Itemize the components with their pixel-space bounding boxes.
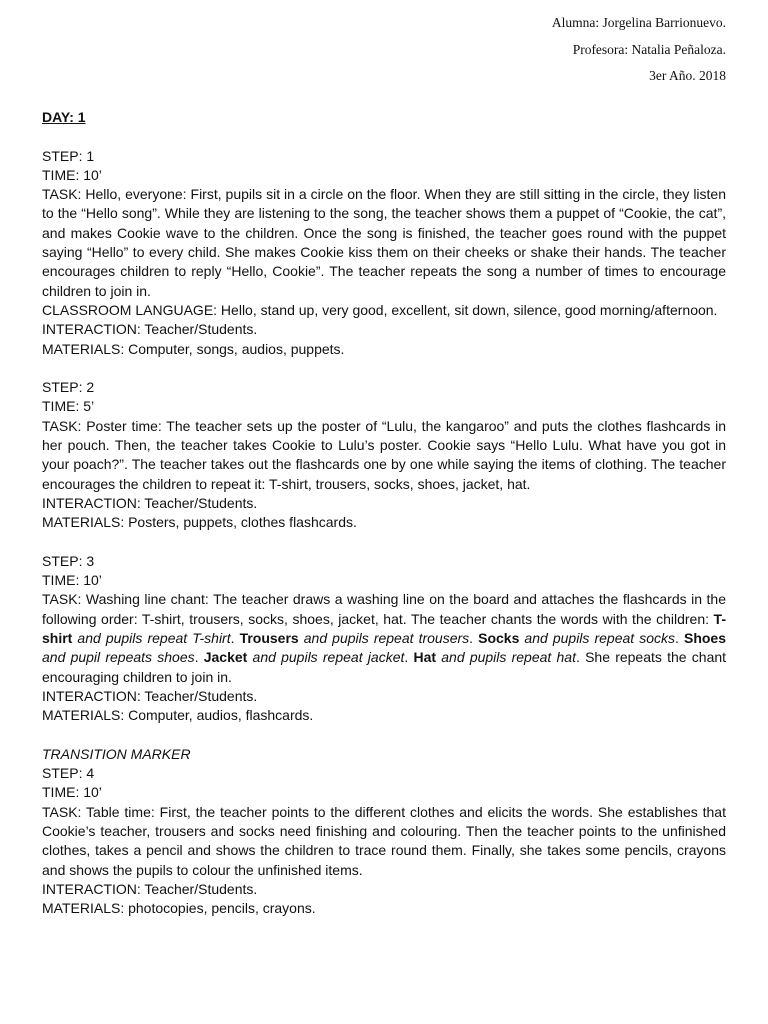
task-text: . [675,630,684,647]
step-time: TIME: 10’ [42,166,102,183]
teacher-name: Profesora: Natalia Peñaloza. [572,41,726,57]
task-word-bold: T-shirt [42,610,726,647]
step-interaction: INTERACTION: Teacher/Students. [42,321,258,338]
lesson-plan [42,108,726,938]
step-task: TASK: Poster time: The teacher sets up the poster of “Lulu, the kangaroo” and puts the clothes flashcards in her pouch. Then, the teacher takes Cookie to Lulu’s poster. Cookie says “Hello Lulu. What have you got in your poach?”. The teacher takes out the flashcards one by one while saying the items of clothing. The teacher encourages the children to repeat it: T-shirt, trousers, socks, shoes, jacket, hat. [42,417,726,492]
step-3 [42,552,726,726]
task-repeat-italic: and pupils repeat socks [519,630,676,647]
step-interaction: INTERACTION: Teacher/Students. [42,687,258,704]
task-text: . She repeats the chant encouraging children to join in. [42,649,727,685]
task-repeat-italic: and pupils repeat jacket [247,649,405,666]
task-text: . [194,649,204,666]
step-number: STEP: 4 [42,765,95,782]
step-materials: MATERIALS: Computer, audios, flashcards. [42,707,314,724]
step-materials: MATERIALS: photocopies, pencils, crayons. [42,900,316,917]
step-classroom-language: CLASSROOM LANGUAGE: Hello, stand up, very good, excellent, sit down, silence, good morning/afternoon. [42,301,718,318]
step-4 [42,745,726,919]
task-word-bold: Shoes [683,630,726,647]
task-text: . [404,649,414,666]
task-repeat-italic: and pupils repeat hat [436,649,576,666]
step-number: STEP: 3 [42,552,95,569]
task-repeat-italic: and pupils repeat trousers [298,630,470,647]
step-task: TASK: Table time: First, the teacher points to the different clothes and elicits the words. She establishes that Cookie’s teacher, trousers and socks need finishing and colouring. Then the teacher points to the unfinished clothes, takes a pencil and shows the children to trace round them. Finally, she takes some pencils, crayons and shows the pupils to colour the unfinished items. [42,803,726,878]
task-word-bold: Trousers [239,630,299,647]
task-text: . [230,630,240,647]
step-interaction: INTERACTION: Teacher/Students. [42,494,258,511]
step-1 [42,147,726,359]
task-word-bold: Socks [478,630,520,647]
step-task [42,590,726,686]
task-word-bold: Jacket [203,649,248,666]
task-repeat-italic: and pupils repeat T-shirt [72,630,231,647]
step-task: TASK: Hello, everyone: First, pupils sit in a circle on the floor. When they are still sitting in the circle, they listen to the “Hello song”. While they are listening to the song, the teacher shows them a puppet of “Cookie, the cat”, and makes Cookie wave to the children. Once the song is finished, the teacher goes round with the puppet saying “Hello” to every child. She makes Cookie kiss them on their cheeks or shake their hands. The teacher encourages children to reply “Hello, Cookie”. The teacher repeats the song a number of times to encourage children to join in. [42,186,726,299]
step-interaction: INTERACTION: Teacher/Students. [42,880,258,897]
task-repeat-italic: and pupil repeats shoes [42,649,195,666]
document-header [552,10,726,90]
step-time: TIME: 10’ [42,784,102,801]
task-text: TASK: Washing line chant: The teacher draws a washing line on the board and attaches the flashcards in the following order: T-shirt, trousers, socks, shoes, jacket, hat. The teacher chants the words with the children: [42,591,726,627]
step-number: STEP: 2 [42,379,95,396]
step-materials: MATERIALS: Posters, puppets, clothes flashcards. [42,514,357,531]
task-word-bold: Hat [413,649,437,666]
school-year: 3er Año. 2018 [649,68,726,83]
transition-marker: TRANSITION MARKER [42,745,191,762]
step-time: TIME: 5’ [42,398,95,415]
task-text: . [469,630,479,647]
step-materials: MATERIALS: Computer, songs, audios, puppets. [42,340,345,357]
step-number: STEP: 1 [42,147,95,164]
step-time: TIME: 10’ [42,572,102,589]
day-title: DAY: 1 [42,109,86,125]
student-name: Alumna: Jorgelina Barrionuevo. [551,15,726,30]
step-2 [42,378,726,532]
